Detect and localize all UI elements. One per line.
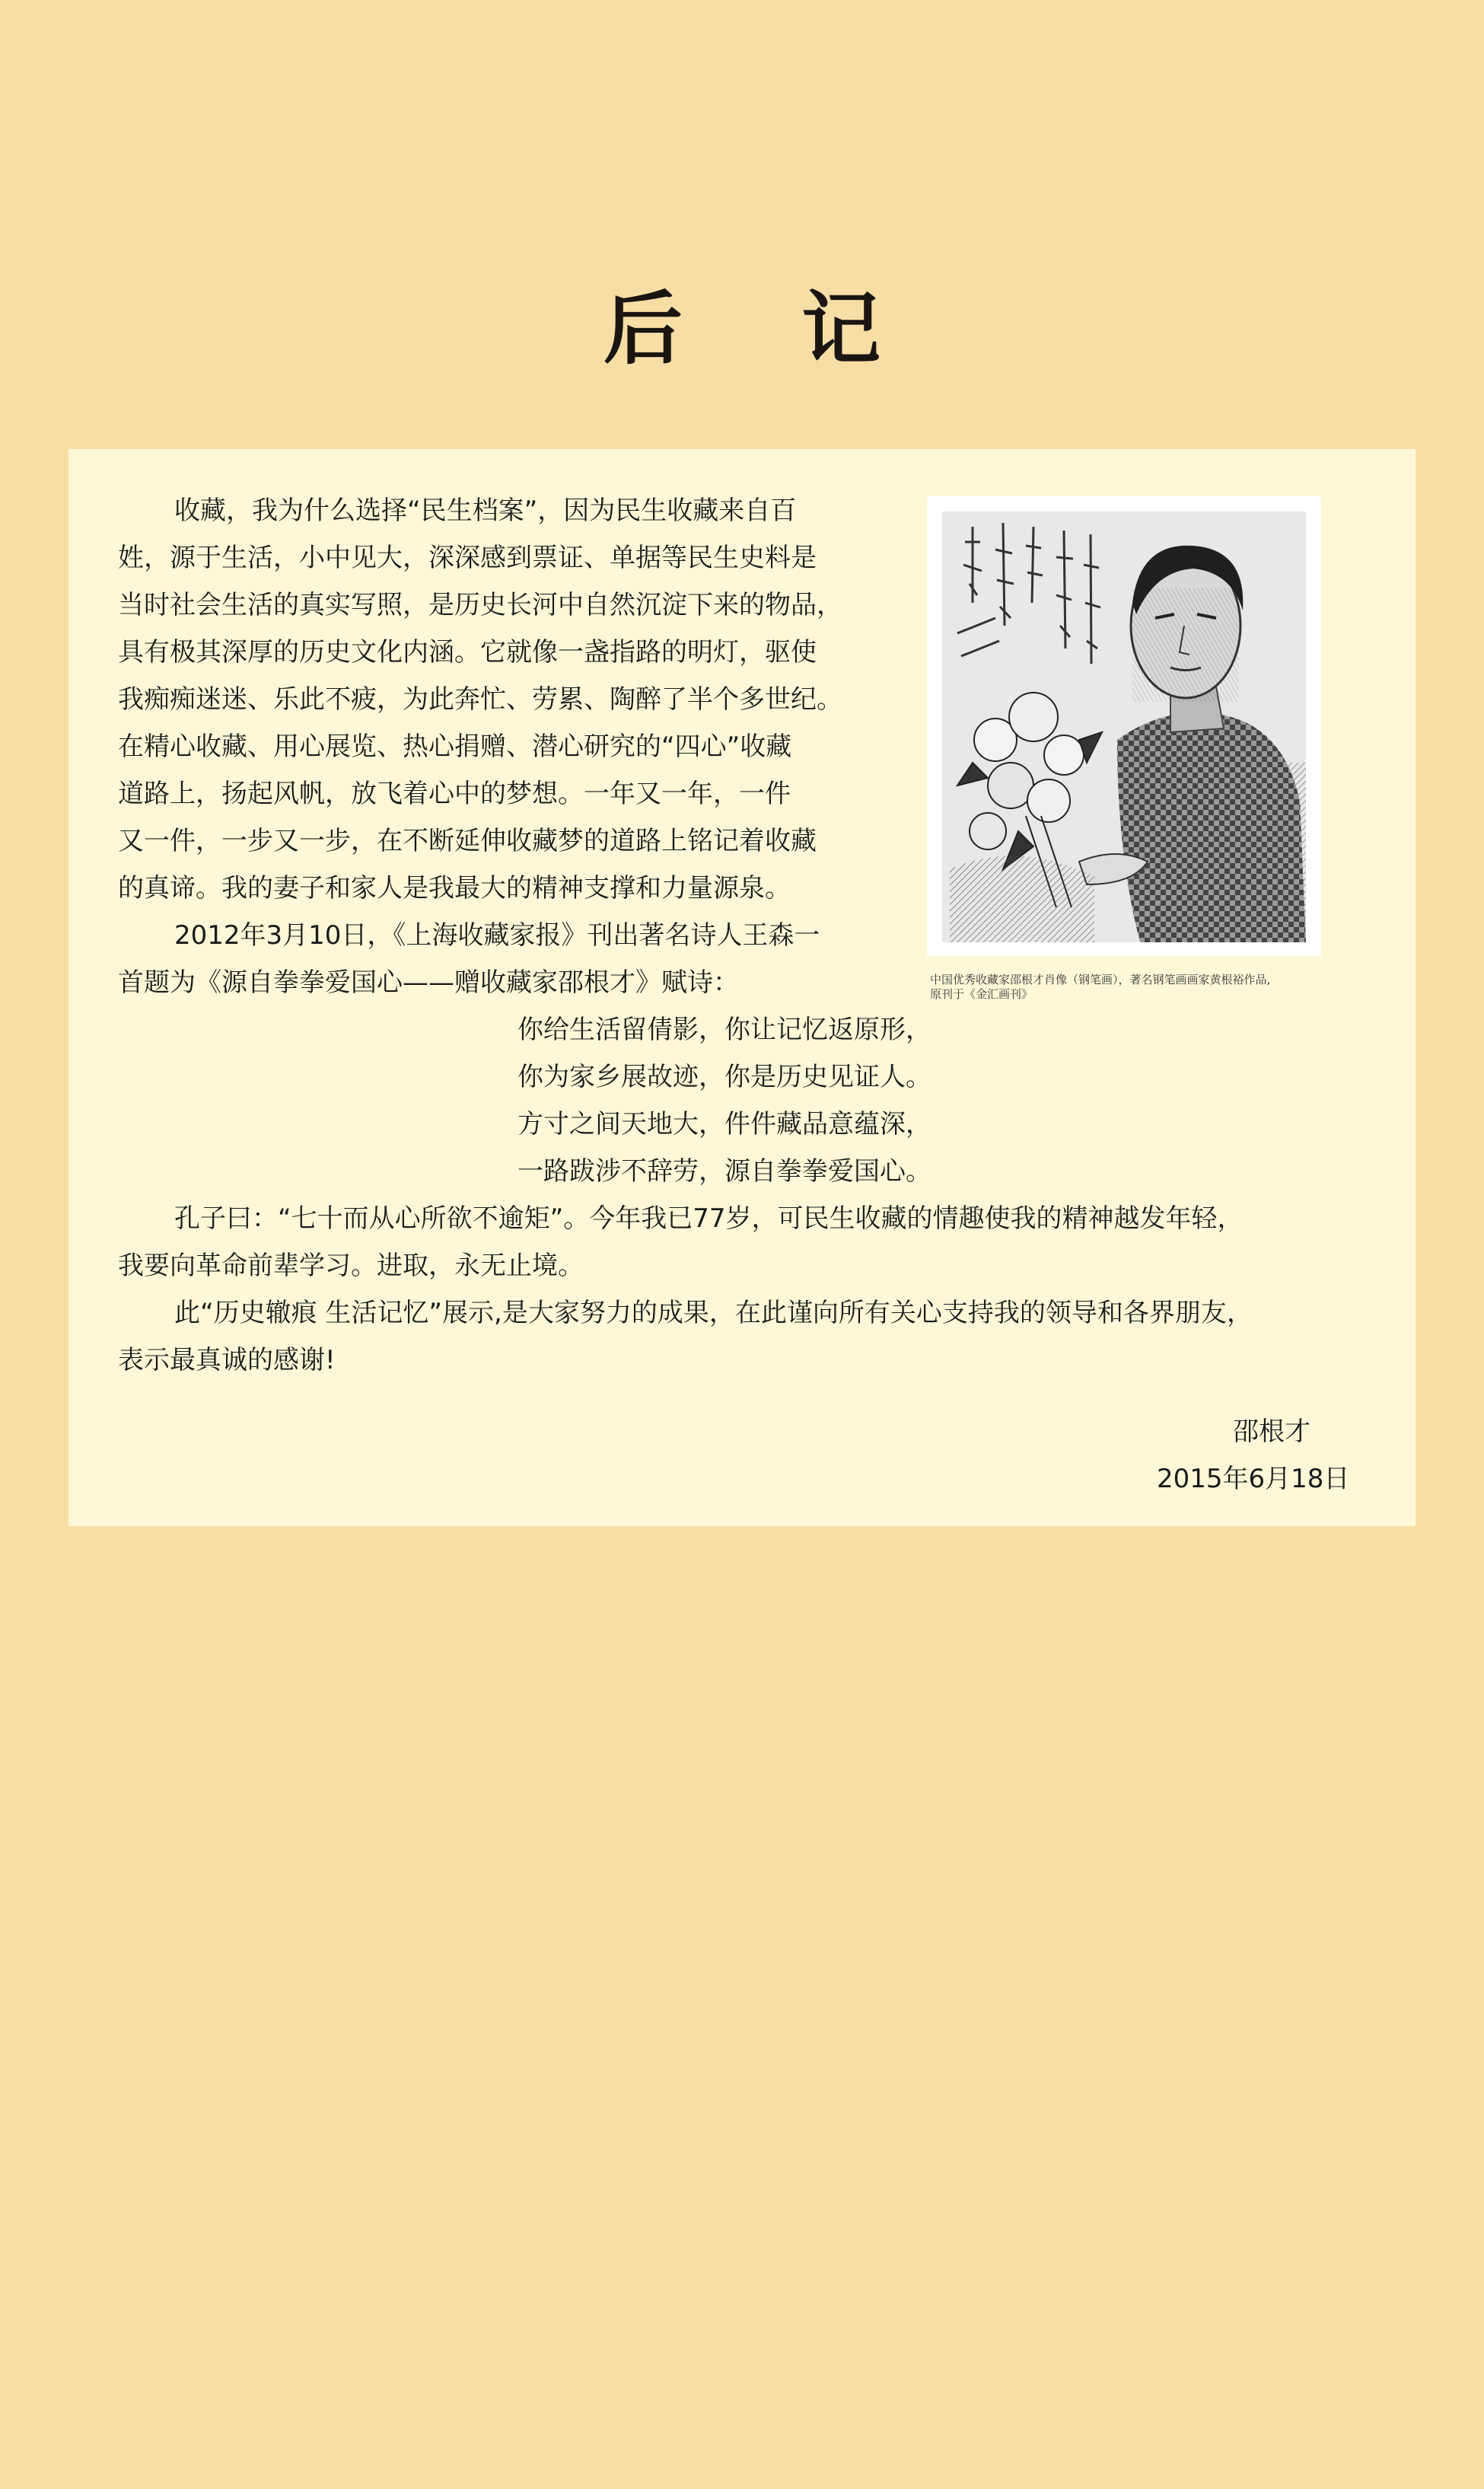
author-name: 邵根才 <box>1233 1417 1310 1447</box>
paragraph-thanks <box>118 1289 1412 1384</box>
text-line: 首题为《源自拳拳爱国心——赠收藏家邵根才》赋诗： <box>118 967 739 998</box>
text-line: 收藏，我为什么选择“民生档案”，因为民生收藏来自百 <box>174 496 797 526</box>
poem-line: 一路跋涉不辞劳，源自拳拳爱国心。 <box>517 1156 931 1187</box>
paragraph-collection-reason <box>118 487 1412 912</box>
paragraph-confucius <box>118 1195 1412 1289</box>
text-line: 孔子曰：“七十而从心所欲不逾矩”。今年我已77岁，可民生收藏的情趣使我的精神越发年轻， <box>174 1203 1244 1234</box>
page-title: 后 记 <box>603 282 927 375</box>
text-line: 当时社会生活的真实写照，是历史长河中自然沉淀下来的物品， <box>118 590 842 620</box>
text-line: 此“历史辙痕 生活记忆”展示,是大家努力的成果，在此谨向所有关心支持我的领导和各界朋友， <box>174 1298 1253 1328</box>
text-line: 道路上，扬起风帆，放飞着心中的梦想。一年又一年，一件 <box>118 779 791 809</box>
poem-line: 你为家乡展故迹，你是历史见证人。 <box>517 1062 931 1092</box>
text-line: 又一件，一步又一步，在不断延伸收藏梦的道路上铭记着收藏 <box>118 826 817 856</box>
caption-line: 原刊于《金汇画刊》 <box>930 987 1033 1001</box>
caption-line: 中国优秀收藏家邵根才肖像（钢笔画），著名钢笔画画家黄根裕作品, <box>930 973 1271 986</box>
signature-block <box>1157 1408 1385 1503</box>
poem <box>118 1006 1412 1195</box>
text-line: 2012年3月10日，《上海收藏家报》刊出著名诗人王森一 <box>174 920 820 951</box>
article-body <box>118 487 1412 1384</box>
poem-line: 你给生活留倩影，你让记忆返原形， <box>517 1015 931 1045</box>
poem-line: 方寸之间天地大，件件藏品意蕴深， <box>517 1109 931 1139</box>
paragraph-poem-intro <box>118 912 1412 1006</box>
text-line: 表示最真诚的感谢! <box>118 1345 336 1375</box>
text-line: 姓，源于生活，小中见大，深深感到票证、单据等民生史料是 <box>118 543 817 573</box>
text-line: 我要向革命前辈学习。进取，永无止境。 <box>118 1251 584 1281</box>
text-line: 在精心收藏、用心展览、热心捐赠、潜心研究的“四心”收藏 <box>118 731 792 762</box>
text-line: 的真谛。我的妻子和家人是我最大的精神支撑和力量源泉。 <box>118 873 791 903</box>
signature-date: 2015年6月18日 <box>1157 1464 1350 1494</box>
text-line: 我痴痴迷迷、乐此不疲，为此奔忙、劳累、陶醉了半个多世纪。 <box>118 684 842 715</box>
text-line: 具有极其深厚的历史文化内涵。它就像一盏指路的明灯，驱使 <box>118 637 817 668</box>
